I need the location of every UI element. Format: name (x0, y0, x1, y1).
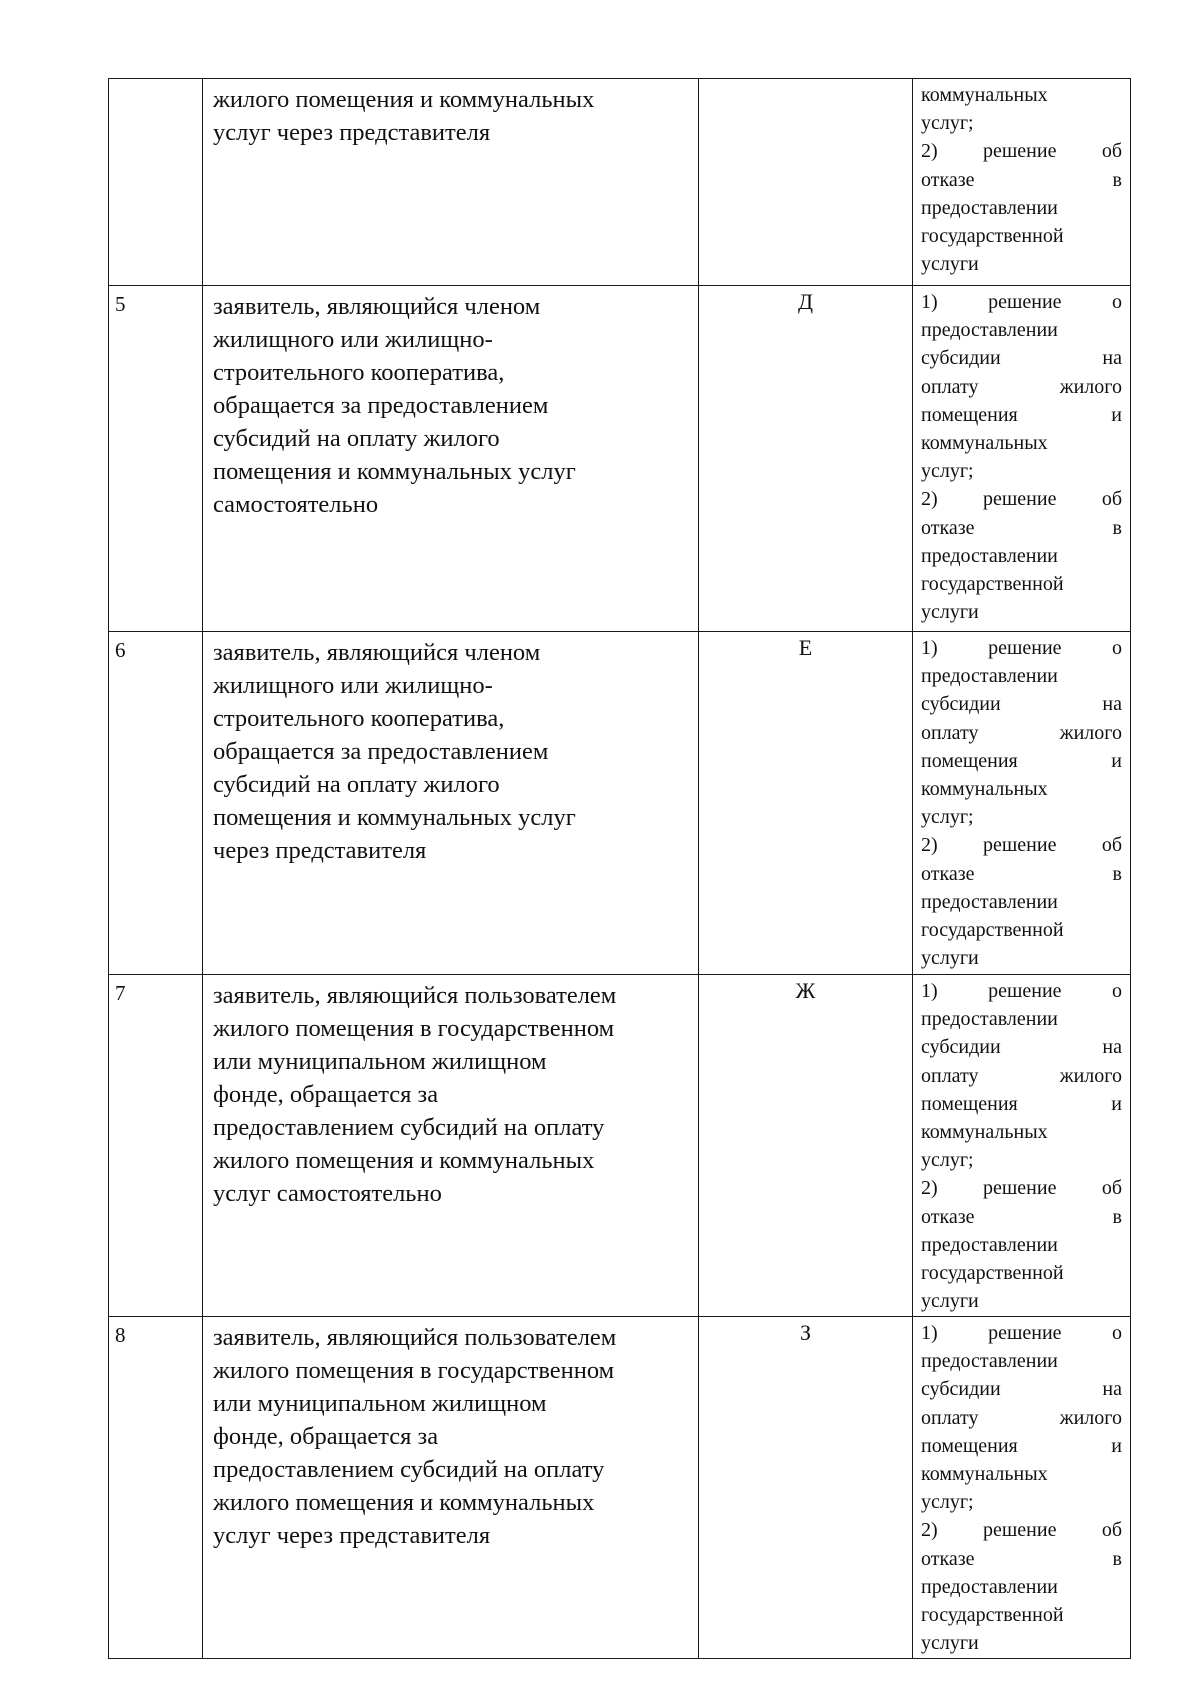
result-line: предоставлении (921, 1350, 1058, 1373)
result-line: отказе в (921, 1547, 1122, 1570)
row-number: 7 (115, 981, 126, 1005)
description-line: через представителя (213, 837, 427, 864)
result-line: услуг; (921, 1149, 974, 1172)
result-line: отказе в (921, 168, 1122, 191)
description-line: строительного кооператива, (213, 359, 505, 386)
description-line: фонде, обращается за (213, 1423, 439, 1450)
row-number-cell (109, 286, 203, 632)
result-line: предоставлении (921, 665, 1058, 688)
description-line: услуг самостоятельно (213, 1180, 442, 1207)
result-line: 2) решение об (921, 1519, 1122, 1542)
description-line: жилого помещения и коммунальных (213, 1147, 595, 1174)
applicant-description-cell (203, 632, 699, 975)
description-line: или муниципальном жилищном (213, 1048, 547, 1075)
description-line: жилого помещения и коммунальных (213, 1489, 595, 1516)
result-cell (913, 286, 1131, 632)
result-line: государственной (921, 1262, 1064, 1285)
result-cell (913, 632, 1131, 975)
variant-code: З (799, 1320, 812, 1345)
description-line: предоставлением субсидий на оплату (213, 1456, 605, 1483)
description-line: жилищного или жилищно- (213, 326, 493, 353)
variant-code-cell (699, 1317, 913, 1659)
result-line: субсидии на (921, 347, 1122, 370)
result-line: услуг; (921, 112, 974, 135)
result-line: помещения и (921, 1092, 1122, 1115)
table-row (109, 1317, 1131, 1659)
result-line: отказе в (921, 1205, 1122, 1228)
result-line: помещения и (921, 403, 1122, 426)
result-line: предоставлении (921, 319, 1058, 342)
result-line: субсидии на (921, 693, 1122, 716)
applicant-variants-table (108, 78, 1131, 1659)
result-line: оплату жилого (921, 721, 1122, 744)
result-line: предоставлении (921, 1008, 1058, 1031)
variant-code-cell (699, 286, 913, 632)
variant-code-cell (699, 79, 913, 286)
description-line: самостоятельно (213, 491, 379, 518)
result-line: оплату жилого (921, 375, 1122, 398)
result-line: услуги (921, 947, 979, 970)
result-line: 2) решение об (921, 140, 1122, 163)
description-line: фонде, обращается за (213, 1081, 439, 1108)
description-line: обращается за предоставлением (213, 738, 549, 765)
table-row (109, 975, 1131, 1317)
result-line: 1) решение о (921, 980, 1122, 1002)
row-number-cell (109, 79, 203, 286)
row-number-cell (109, 975, 203, 1317)
description-line: субсидий на оплату жилого (213, 425, 500, 452)
result-line: государственной (921, 573, 1064, 596)
result-line: 1) решение о (921, 637, 1122, 659)
description-line: жилого помещения и коммунальных (213, 86, 595, 113)
result-line: помещения и (921, 749, 1122, 772)
result-line: коммунальных (921, 1121, 1048, 1144)
table-row (109, 632, 1131, 975)
result-line: государственной (921, 1604, 1064, 1627)
description-line: помещения и коммунальных услуг (213, 458, 576, 485)
variant-code: Д (797, 289, 813, 314)
result-line: государственной (921, 225, 1064, 248)
result-line: коммунальных (921, 432, 1048, 455)
row-number: 5 (115, 292, 126, 316)
description-line: жилищного или жилищно- (213, 672, 493, 699)
table-row (109, 79, 1131, 286)
description-line: субсидий на оплату жилого (213, 771, 500, 798)
result-line: 1) решение о (921, 291, 1122, 313)
row-number-cell (109, 1317, 203, 1659)
variant-code-cell (699, 632, 913, 975)
result-line: помещения и (921, 1434, 1122, 1457)
result-line: оплату жилого (921, 1064, 1122, 1087)
result-line: 2) решение об (921, 834, 1122, 857)
result-line: предоставлении (921, 1575, 1058, 1598)
result-line: услуг; (921, 460, 974, 483)
description-line: заявитель, являющийся пользователем (213, 1324, 617, 1351)
description-line: заявитель, являющийся членом (213, 293, 541, 320)
description-line: помещения и коммунальных услуг (213, 804, 576, 831)
variant-code: Ж (795, 978, 816, 1003)
description-line: заявитель, являющийся членом (213, 639, 541, 666)
result-line: коммунальных (921, 778, 1048, 801)
description-line: жилого помещения в государственном (213, 1015, 615, 1042)
variant-code-cell (699, 975, 913, 1317)
table-row (109, 286, 1131, 632)
applicant-description-cell (203, 286, 699, 632)
result-line: предоставлении (921, 544, 1058, 567)
result-line: услуги (921, 253, 979, 276)
row-number: 8 (115, 1323, 126, 1347)
result-line: коммунальных (921, 1463, 1048, 1486)
description-line: заявитель, являющийся пользователем (213, 982, 617, 1009)
result-line: государственной (921, 919, 1064, 942)
applicant-description-cell (203, 79, 699, 286)
applicant-description-cell (203, 1317, 699, 1659)
result-line: услуг; (921, 806, 974, 829)
description-line: предоставлением субсидий на оплату (213, 1114, 605, 1141)
result-line: отказе в (921, 516, 1122, 539)
row-number-cell (109, 632, 203, 975)
result-line: 2) решение об (921, 1177, 1122, 1200)
variant-code: Е (798, 635, 813, 660)
result-line: услуги (921, 601, 979, 624)
result-line: предоставлении (921, 890, 1058, 913)
result-line: предоставлении (921, 1233, 1058, 1256)
result-cell (913, 975, 1131, 1317)
description-line: строительного кооператива, (213, 705, 505, 732)
result-line: услуги (921, 1290, 979, 1313)
result-line: услуг; (921, 1491, 974, 1514)
result-line: субсидии на (921, 1378, 1122, 1401)
result-cell (913, 79, 1131, 286)
result-line: оплату жилого (921, 1406, 1122, 1429)
result-line: отказе в (921, 862, 1122, 885)
applicant-description-cell (203, 975, 699, 1317)
result-line: коммунальных (921, 84, 1048, 106)
row-number: 6 (115, 638, 126, 662)
description-line: или муниципальном жилищном (213, 1390, 547, 1417)
description-line: обращается за предоставлением (213, 392, 549, 419)
result-line: 2) решение об (921, 488, 1122, 511)
description-line: услуг через представителя (213, 119, 491, 146)
table-body (109, 79, 1131, 1659)
result-line: 1) решение о (921, 1322, 1122, 1344)
result-cell (913, 1317, 1131, 1659)
description-line: услуг через представителя (213, 1522, 491, 1549)
result-line: предоставлении (921, 196, 1058, 219)
description-line: жилого помещения в государственном (213, 1357, 615, 1384)
result-line: субсидии на (921, 1036, 1122, 1059)
result-line: услуги (921, 1632, 979, 1655)
